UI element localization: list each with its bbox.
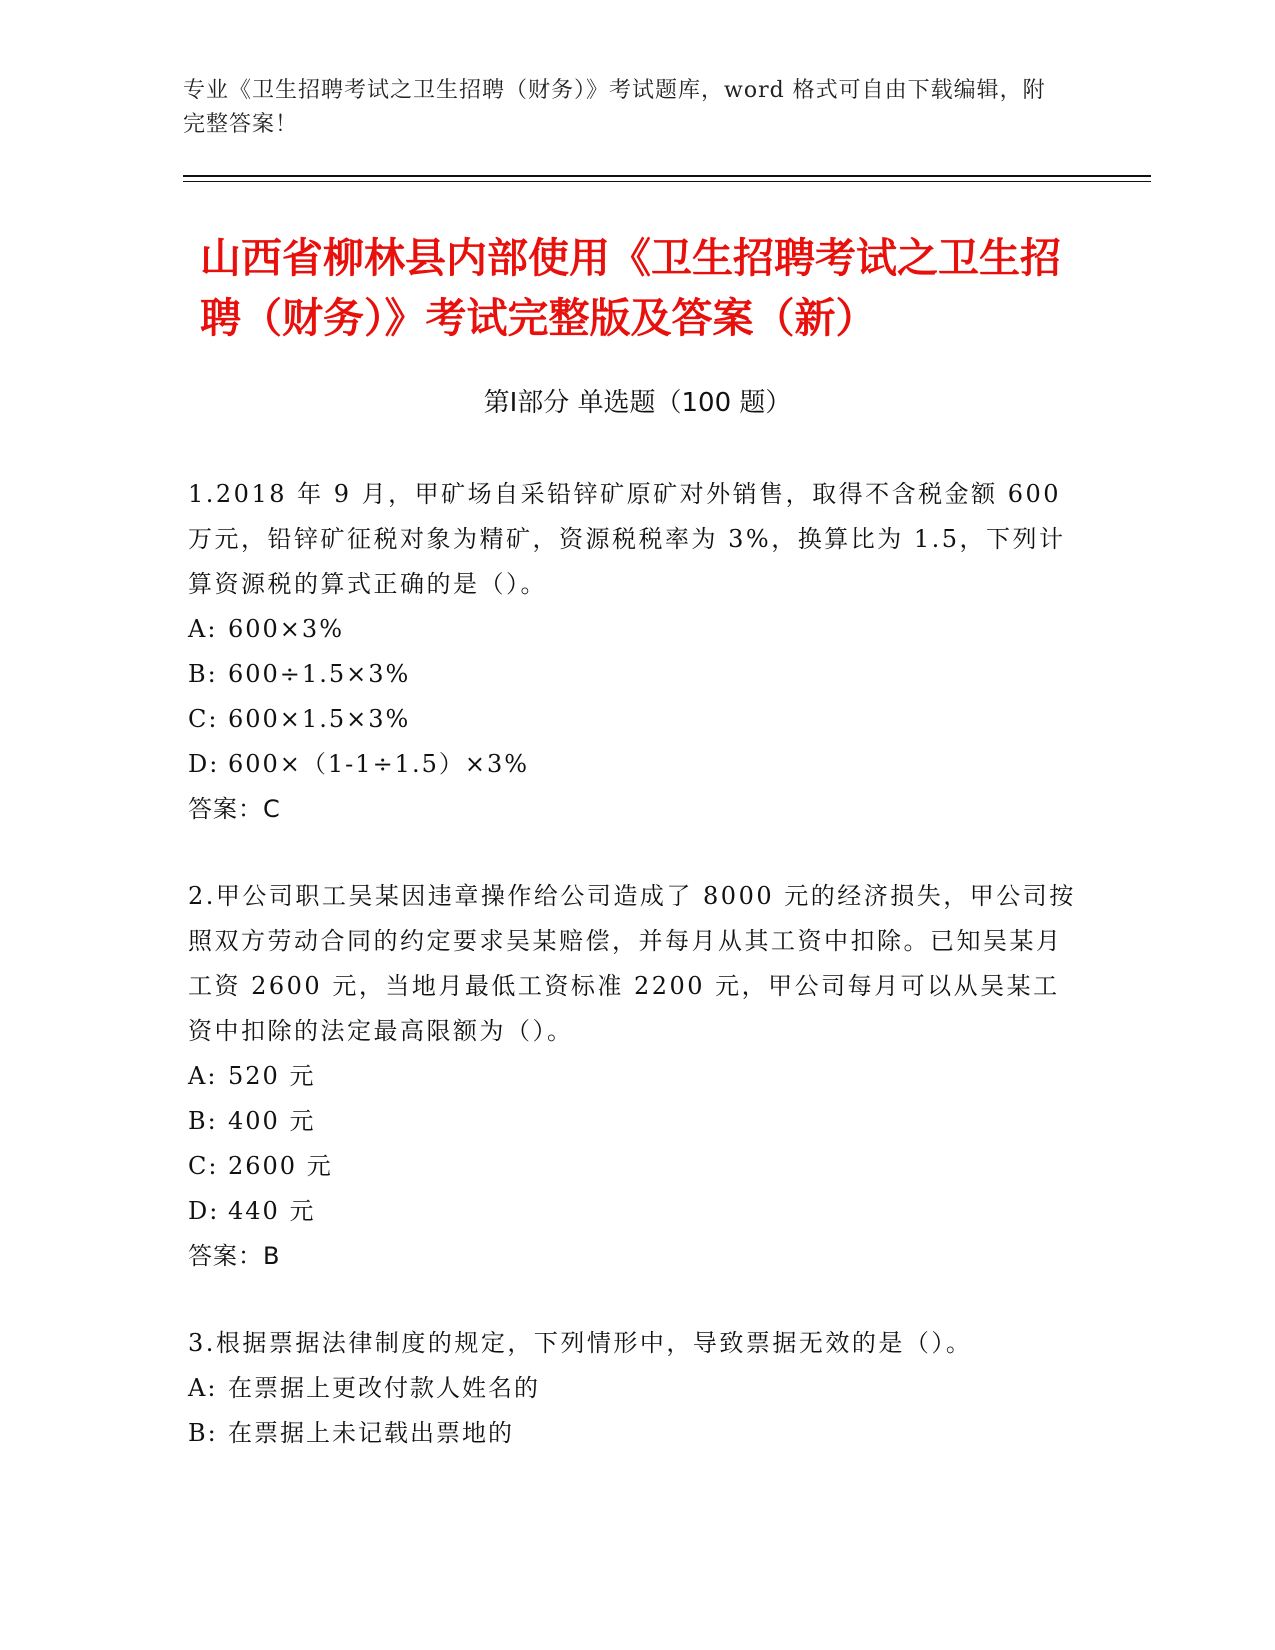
header-note: 专业《卫生招聘考试之卫生招聘（财务）》考试题库，word 格式可自由下载编辑，附完整答案！ [183,78,1046,137]
option-text: 520 元 [228,1062,316,1090]
question-2 [188,874,1078,1279]
question-3 [188,1321,1078,1456]
option-a[interactable] [188,1366,1078,1411]
question-stem: 2.甲公司职工吴某因违章操作给公司造成了 8000 元的经济损失，甲公司按照双方劳动合同的约定要求吴某赔偿，并每月从其工资中扣除。已知吴某月工资 2600 元，当地月最低工资标准 2200 元，甲公司每月可以从吴某工资中扣除的法定最高限额为（）。 [188,882,1076,1045]
option-text: 600×（1-1÷1.5）×3% [228,750,530,778]
option-a[interactable] [188,1054,1078,1099]
answer-label: 答案：C [188,795,281,823]
option-letter: B: [188,1419,218,1447]
option-letter: A: [188,1374,218,1402]
option-c[interactable] [188,697,1078,742]
option-b[interactable] [188,652,1078,697]
option-letter: B: [188,1107,218,1135]
option-letter: C: [188,1152,219,1180]
option-letter: B: [188,660,218,688]
section-heading: 第Ⅰ部分 单选题（100 题） [483,388,792,418]
option-d[interactable] [188,1189,1078,1234]
option-d[interactable] [188,742,1078,787]
option-text: 在票据上更改付款人姓名的 [228,1374,540,1402]
header-rule-thick [183,175,1151,177]
question-list [188,472,1078,1498]
option-text: 2600 元 [228,1152,333,1180]
option-b[interactable] [188,1411,1078,1456]
option-text: 400 元 [228,1107,316,1135]
option-a[interactable] [188,607,1078,652]
option-letter: A: [188,1062,218,1090]
option-letter: C: [188,705,219,733]
question-1 [188,472,1078,832]
option-text: 600×3% [228,615,344,643]
option-text: 600÷1.5×3% [228,660,411,688]
option-c[interactable] [188,1144,1078,1189]
document-title: 山西省柳林县内部使用《卫生招聘考试之卫生招聘（财务）》考试完整版及答案（新） [200,234,1061,342]
option-b[interactable] [188,1099,1078,1144]
header-rule-thin [183,181,1151,182]
answer-label: 答案：B [188,1242,281,1270]
option-text: 在票据上未记载出票地的 [228,1419,514,1447]
option-text: 440 元 [228,1197,316,1225]
option-text: 600×1.5×3% [228,705,411,733]
question-stem: 3.根据票据法律制度的规定，下列情形中，导致票据无效的是（）。 [188,1329,973,1357]
option-letter: D: [188,750,220,778]
question-stem: 1.2018 年 9 月，甲矿场自采铅锌矿原矿对外销售，取得不含税金额 600 万元，铅锌矿征税对象为精矿，资源税税率为 3%，换算比为 1.5，下列计算资源税的算式正确的是（）。 [188,480,1066,598]
option-letter: D: [188,1197,220,1225]
option-letter: A: [188,615,218,643]
